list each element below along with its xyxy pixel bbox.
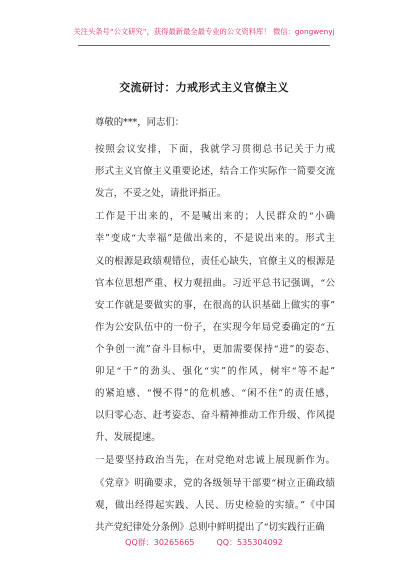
paragraph-line: 工作是干出来的，不是喊出来的；人民群众的“小确 (95, 211, 335, 223)
paragraph-line: 一是要坚持政治当先，在对党绝对忠诚上展现新作为。 (95, 455, 335, 467)
paragraph-line: 安工作就是要做实的事，在很高的认识基础上做实的事” (95, 299, 335, 311)
paragraph-line: 的紧迫感、“慢不得”的危机感、“闲不住”的责任感， (95, 388, 335, 400)
paragraph-line: 卯足“干”的劲头、强化“实”的作风，树牢“等不起” (95, 366, 335, 378)
paragraph-line: 《党章》明确要求，党的各级领导干部要“树立正确政绩 (95, 477, 335, 489)
paragraph-line: 以归零心态、赶考姿态、奋斗精神推动工作升级、作风提 (95, 410, 335, 422)
paragraph-line: 发言，不妥之处，请批评指正。 (95, 188, 227, 200)
footer-contact (0, 537, 408, 548)
paragraph-line: 按照会议安排，下面，我就学习贯彻总书记关于力戒 (95, 144, 335, 156)
paragraph-line: 官本位思想严重、权力观扭曲。习近平总书记强调，“公 (95, 277, 335, 289)
paragraph-line: 幸”变成“大幸福”是做出来的，不是说出来的。形式主 (95, 233, 335, 245)
paragraph-line: 个争创一流”奋斗目标中，更加需要保持“进”的姿态、 (95, 343, 335, 355)
footer-qq-group: QQ群：30265665 (125, 538, 195, 547)
footer-qq: QQ：535304092 (216, 538, 283, 547)
header-rule (78, 45, 330, 46)
paragraph (95, 206, 335, 449)
paragraph (95, 139, 335, 205)
paragraph-line: 作为公安队伍中的一份子，在实现今年局党委确定的“五 (95, 321, 335, 333)
document-title: 交流研讨：力戒形式主义官僚主义 (119, 81, 289, 94)
header-banner: 关注头条号“公文研究”，获得最新最全最专业的公文资料库！ 微信：gongwenyj (73, 27, 335, 36)
paragraph (95, 450, 335, 538)
paragraph-line: 共产党纪律处分条例》总则中鲜明提出了“切实践行正确 (95, 521, 325, 533)
paragraph-line: 形式主义官僚主义重要论述，结合工作实际作一简要交流 (95, 166, 335, 178)
paragraph-line: 观，做出经得起实践、人民、历史检验的实绩。”《中国 (95, 499, 335, 511)
salutation: 尊敬的***，同志们： (95, 117, 185, 128)
paragraph-line: 升、发展提速。 (95, 432, 161, 444)
document-body (95, 112, 335, 540)
paragraph-line: 义的根源是政绩观错位，责任心缺失，官僚主义的根源是 (95, 255, 335, 267)
paragraphs (95, 139, 335, 539)
